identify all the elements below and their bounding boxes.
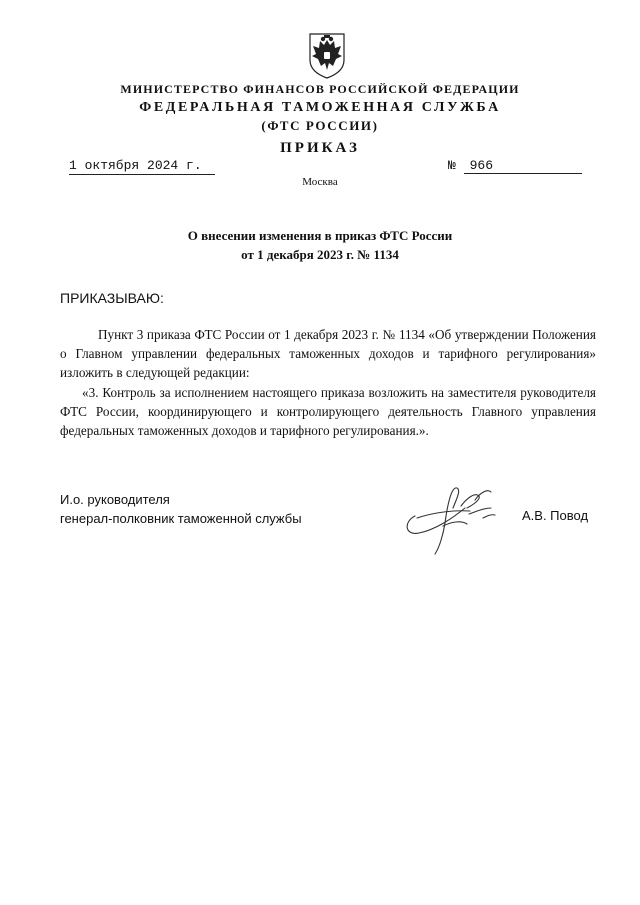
signer-title-line-1: И.о. руководителя [60,492,170,507]
document-type: ПРИКАЗ [280,140,360,156]
signer-name: А.В. Повод [522,508,589,523]
signer-title [60,490,302,528]
document-number [448,158,594,174]
subject-line-1: О внесении изменения в приказ ФТС России [187,228,453,243]
number-sign: № [448,158,456,173]
body-paragraph-2: «3. Контроль за исполнением настоящего приказа возложить на заместителя руководителя ФТС России, координирующего и контролирующего деятельность Главного управления федеральных таможенных доходов и тарифного регулирования.». [60,385,596,438]
signer-title-line-2: генерал-полковник таможенной службы [60,511,302,526]
body-paragraph-1: Пункт 3 приказа ФТС России от 1 декабря 2023 г. № 1134 «Об утверждении Положения о Главном управлении федеральных таможенных доходов и тарифного регулирования» изложить в следующей редакции: [60,327,596,380]
number-value: 966 [464,158,582,174]
ministry-name: МИНИСТЕРСТВО ФИНАНСОВ РОССИЙСКОЙ ФЕДЕРАЦИИ [120,82,520,96]
handwritten-signature-icon [395,478,505,558]
emblem-icon [300,28,354,82]
document-city: Москва [302,176,338,188]
document-subject [0,226,640,264]
order-word: ПРИКАЗЫВАЮ: [60,290,164,306]
service-name: ФЕДЕРАЛЬНАЯ ТАМОЖЕННАЯ СЛУЖБА [139,100,501,115]
subject-line-2: от 1 декабря 2023 г. № 1134 [241,247,399,262]
service-abbreviation: (ФТС РОССИИ) [261,118,379,133]
document-date: 1 октября 2024 г. [69,158,215,175]
